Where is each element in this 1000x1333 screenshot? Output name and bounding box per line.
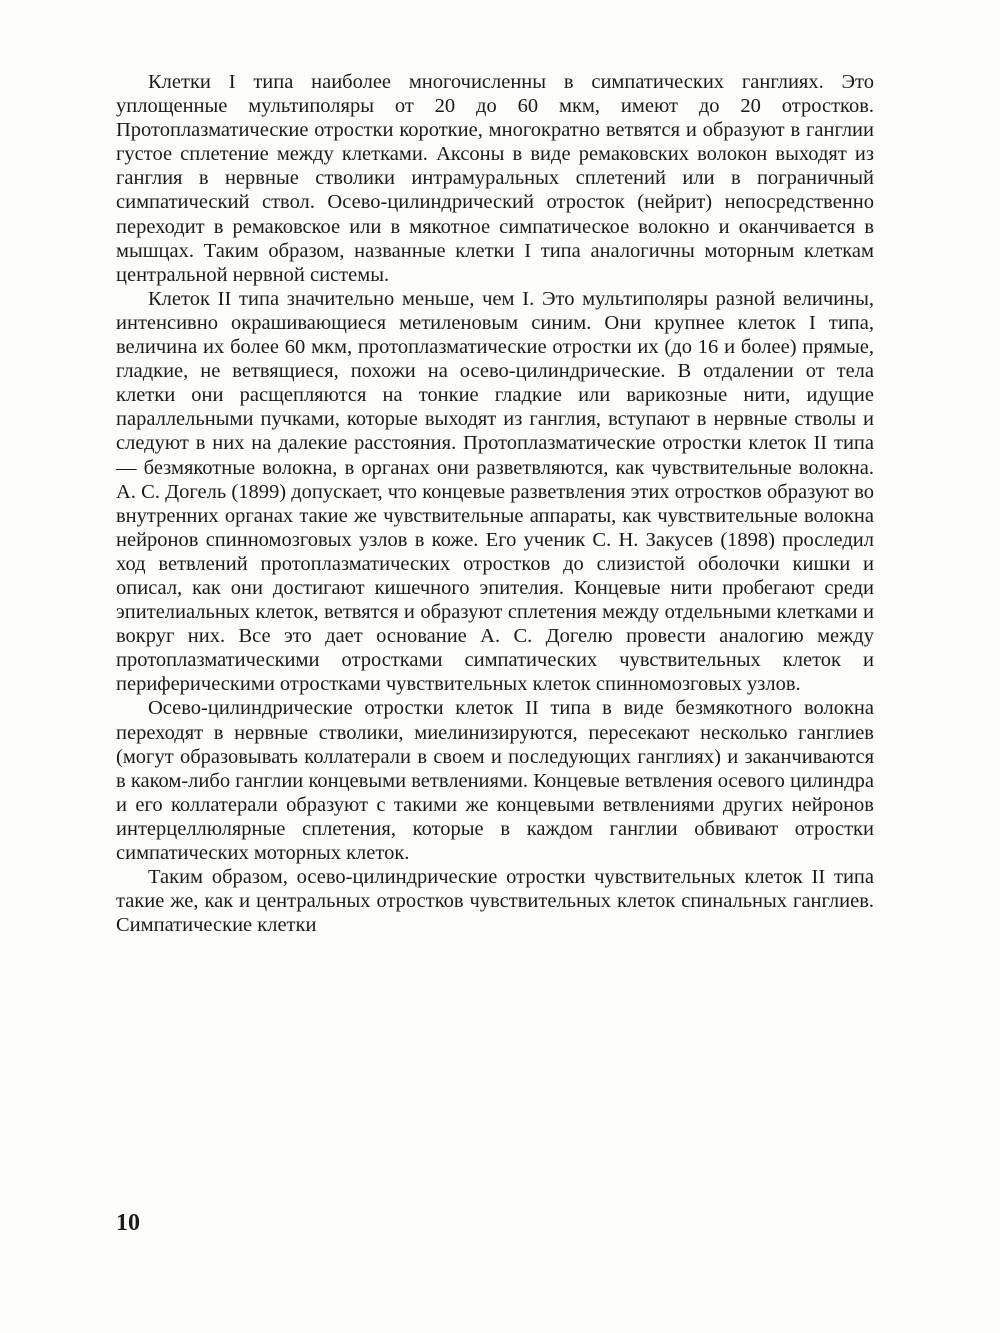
paragraph-3: Осево-цилиндрические отростки клеток II типа в виде безмякотного волокна переходят в нервные стволики, миелинизируются, пересекают несколько ганглиев (могут образовывать коллатерали в своем и последующих ганглиях) и заканчиваются в каком-либо ганглии концевыми ветвлениями. Концевые ветвления осевого цилиндра и его коллатерали образуют с такими же концевыми ветвлениями других нейронов интерцеллюлярные сплетения, которые в каждом ганглии обвивают отростки симпатических моторных клеток. — [116, 697, 874, 864]
body-text — [116, 70, 874, 937]
page-number: 10 — [116, 1210, 140, 1236]
paragraph-4: Таким образом, осево-цилиндрические отростки чувствительных клеток II типа такие же, как и центральных отростков чувствительных клеток спинальных ганглиев. Симпатические клетки — [116, 866, 874, 937]
paragraph-1: Клетки I типа наиболее многочисленны в симпатических ганглиях. Это уплощенные мультиполяры от 20 до 60 мкм, имеют до 20 отростков. Протоплазматические отростки короткие, многократно ветвятся и образуют в ганглии густое сплетение между клетками. Аксоны в виде ремаковских волокон выходят из ганглия в нервные стволики интрамуральных сплетений или в пограничный симпатический ствол. Осево-цилиндрический отросток (нейрит) непосредственно переходит в ремаковское или в мякотное симпатическое волокно и оканчивается в мышцах. Таким образом, названные клетки I типа аналогичны моторным клеткам центральной нервной системы. — [116, 71, 874, 286]
paragraph-2: Клеток II типа значительно меньше, чем I. Это мультиполяры разной величины, интенсивно окрашивающиеся метиленовым синим. Они крупнее клеток I типа, величина их более 60 мкм, протоплазматические отростки их (до 16 и более) прямые, гладкие, не ветвящиеся, похожи на осево-цилиндрические. В отдалении от тела клетки они расщепляются на тонкие гладкие или варикозные нити, идущие параллельными пучками, которые выходят из ганглия, вступают в нервные стволы и следуют в них на далекие расстояния. Протоплазматические отростки клеток II типа — безмякотные волокна, в органах они разветвляются, как чувствительные волокна. А. С. Догель (1899) допускает, что концевые разветвления этих отростков образуют во внутренних органах такие же чувствительные аппараты, как чувствительные волокна нейронов спинномозговых узлов в коже. Его ученик С. Н. Закусев (1898) проследил ход ветвлений протоплазматических отростков до слизистой оболочки кишки и описал, как они достигают кишечного эпителия. Концевые нити пробегают среди эпителиальных клеток, ветвятся и образуют сплетения между отдельными клетками и вокруг них. Все это дает основание А. С. Догелю провести аналогию между протоплазматическими отростками симпатических чувствительных клеток и периферическими отростками чувствительных клеток спинномозговых узлов. — [116, 287, 874, 696]
